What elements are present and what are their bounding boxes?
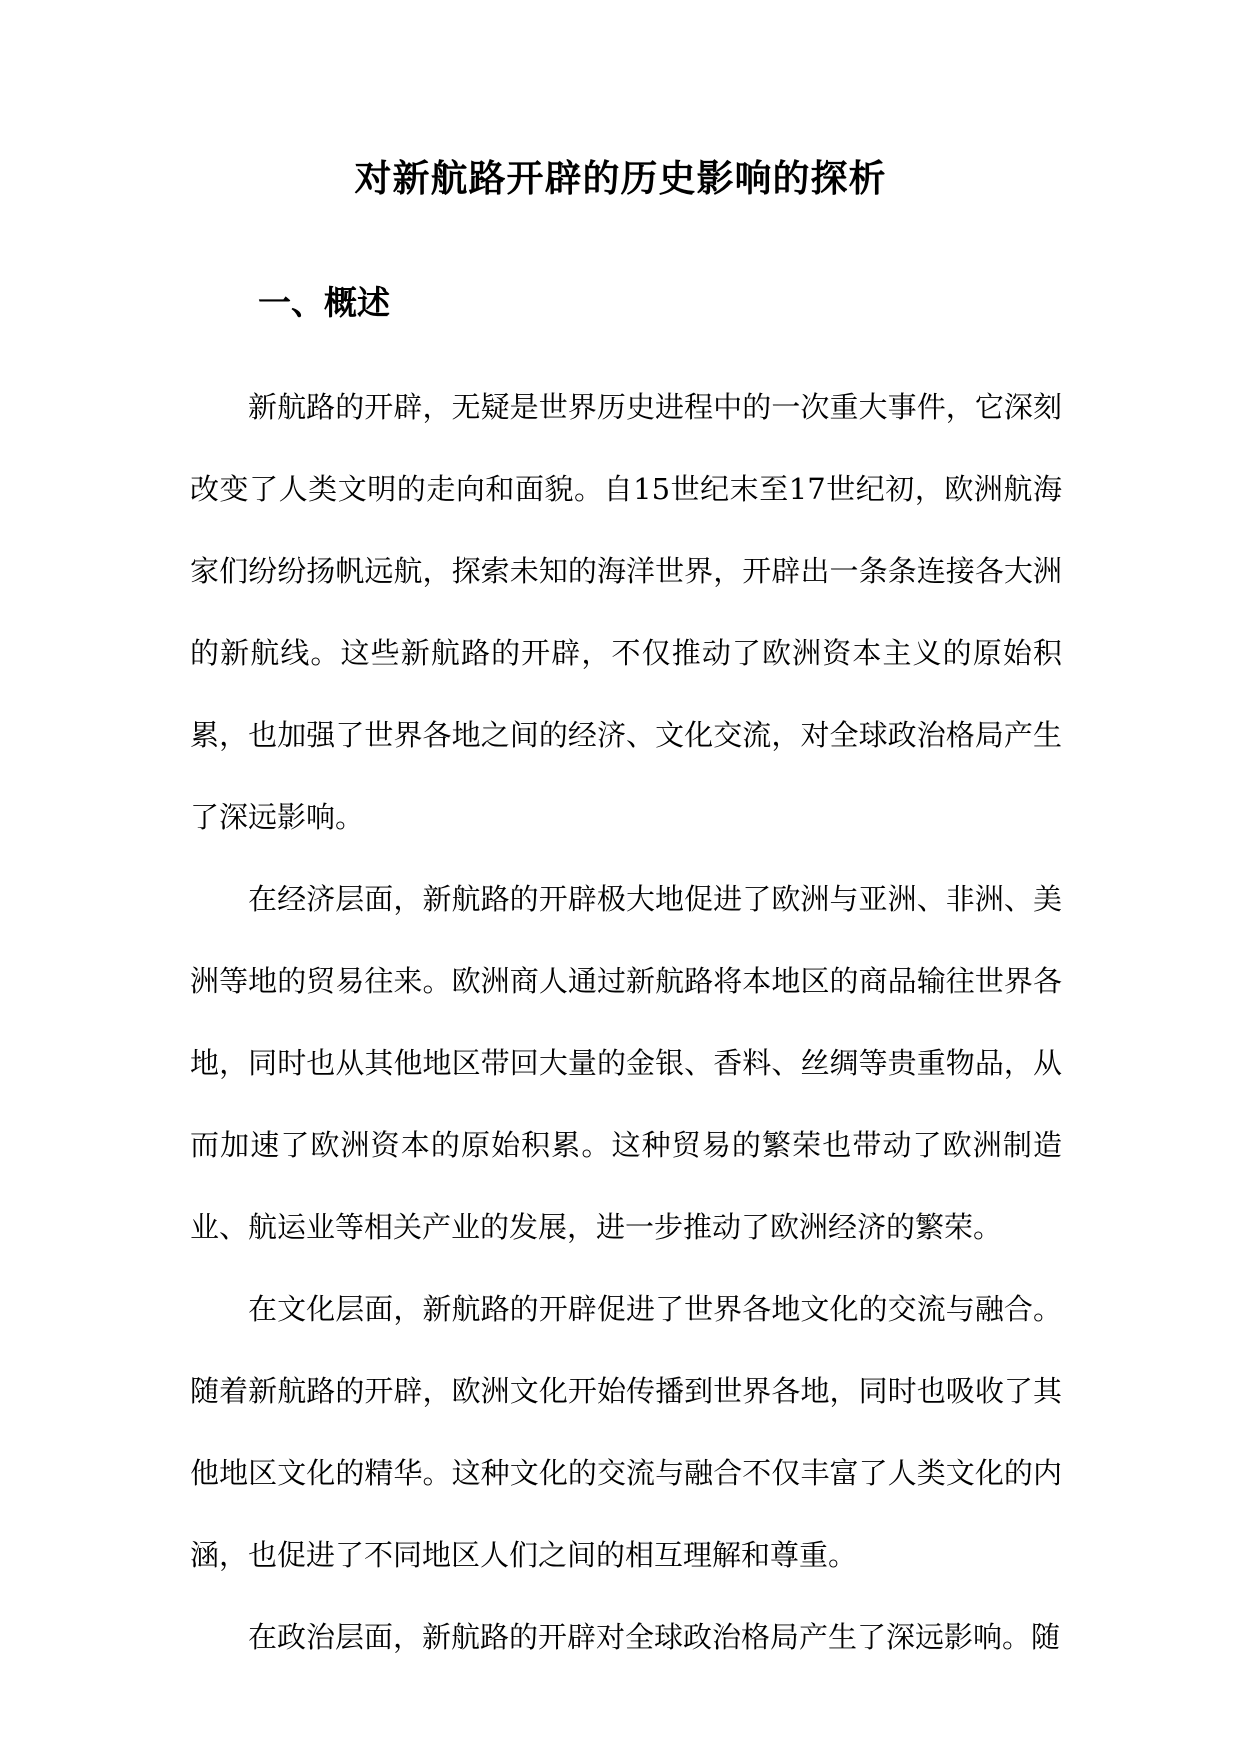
paragraph-cultural: 在文化层面，新航路的开辟促进了世界各地文化的交流与融合。随着新航路的开辟，欧洲文化开始传播到世界各地，同时也吸收了其他地区文化的精华。这种文化的交流与融合不仅丰富了人类文化的内涵，也促进了不同地区人们之间的相互理解和尊重。 bbox=[190, 1292, 1062, 1572]
paragraph-overview: 新航路的开辟，无疑是世界历史进程中的一次重大事件，它深刻改变了人类文明的走向和面貌。自15世纪末至17世纪初，欧洲航海家们纷纷扬帆远航，探索未知的海洋世界，开辟出一条条连接各大洲的新航线。这些新航路的开辟，不仅推动了欧洲资本主义的原始积累，也加强了世界各地之间的经济、文化交流，对全球政治格局产生了深远影响。 bbox=[190, 390, 1062, 834]
document-body bbox=[190, 366, 1062, 1678]
section-heading: 一、概述 bbox=[258, 283, 390, 322]
paragraph-political: 在政治层面，新航路的开辟对全球政治格局产生了深远影响。随 bbox=[248, 1620, 1061, 1654]
paragraph-economic: 在经济层面，新航路的开辟极大地促进了欧洲与亚洲、非洲、美洲等地的贸易往来。欧洲商人通过新航路将本地区的商品输往世界各地，同时也从其他地区带回大量的金银、香料、丝绸等贵重物品，从而加速了欧洲资本的原始积累。这种贸易的繁荣也带动了欧洲制造业、航运业等相关产业的发展，进一步推动了欧洲经济的繁荣。 bbox=[190, 882, 1062, 1244]
document-title: 对新航路开辟的历史影响的探析 bbox=[354, 156, 887, 200]
